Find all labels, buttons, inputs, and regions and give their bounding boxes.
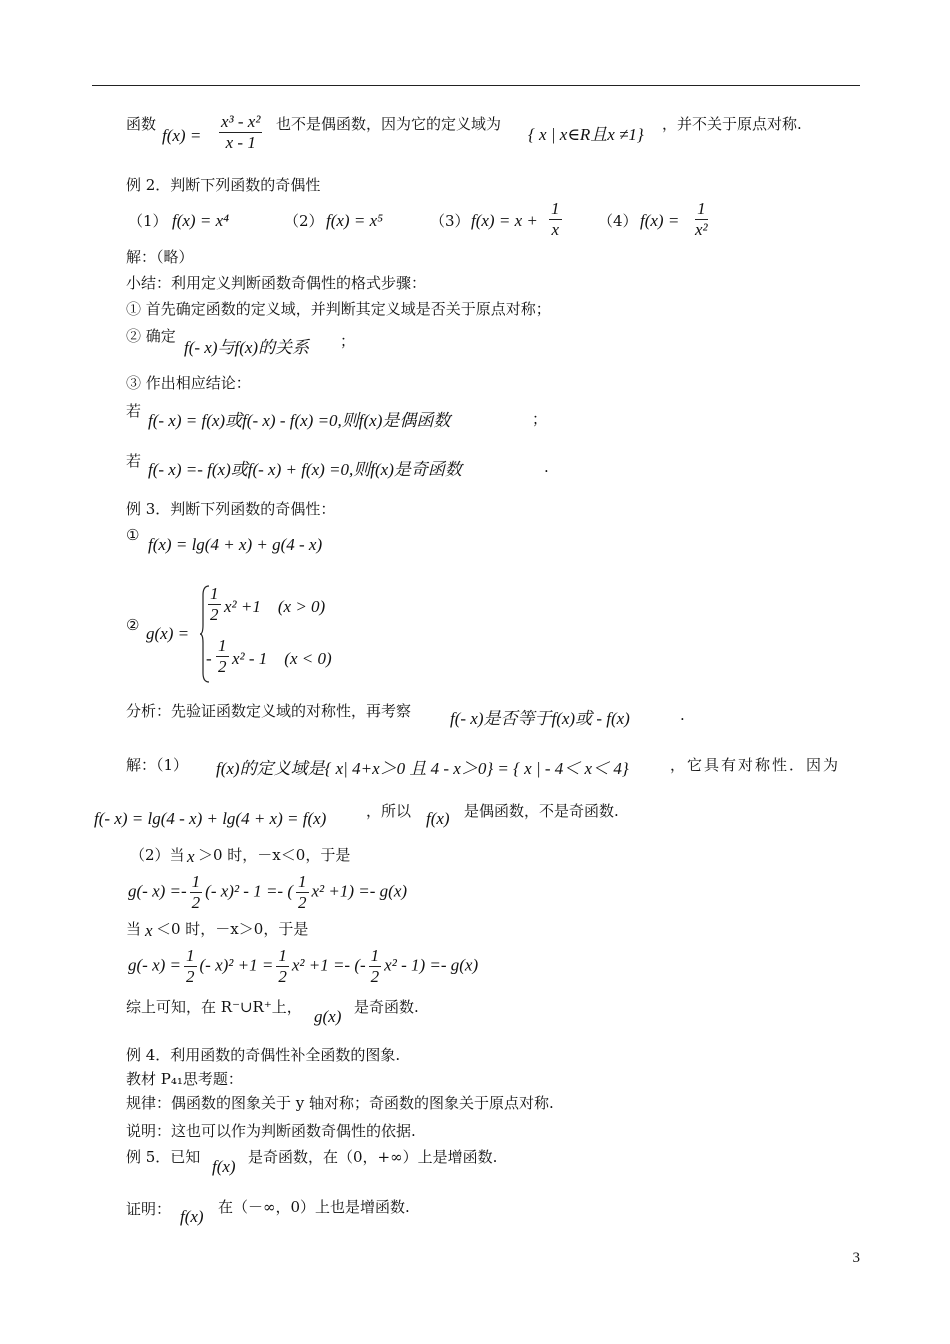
sol3-gneg2-den3: 2	[370, 967, 380, 986]
sol3-gneg2-num2: 1	[278, 946, 287, 965]
ex3-case2-den: 2	[218, 657, 227, 676]
summary-if1-tail: ；	[532, 410, 548, 428]
ex3-case2-rest: x² - 1 (x < 0)	[232, 649, 332, 668]
summary-title: 小结：利用定义判断函数奇偶性的格式步骤：	[126, 274, 427, 292]
ex2-item1-label: （1）	[128, 212, 168, 230]
sol3-gneg1-a: g(- x) =-	[128, 881, 187, 901]
sol3-eq-mid: ，所以	[366, 802, 412, 820]
ex3-case1-den: 2	[210, 605, 219, 624]
intro-set: { x | x∈R且x ≠1}	[528, 125, 644, 144]
sol3-gneg2-c: x² +1 =- (-	[291, 955, 366, 975]
sol3-eq-math: f(- x) = lg(4 - x) + lg(4 + x) = f(x)	[94, 809, 327, 828]
ex3-f1: f(x) = lg(4 + x) + g(4 - x)	[148, 535, 323, 554]
summary-if1-math: f(- x) = f(x)或f(- x) - f(x) =0,则f(x)是偶函数	[148, 411, 451, 430]
summary-step2-math: f(- x)与f(x)的关系	[184, 338, 310, 357]
ex2-title: 例 2．判断下列函数的奇偶性	[126, 176, 321, 194]
sol3-gneg2-a: g(- x) =	[128, 955, 182, 975]
sol3-gneg1-den2: 2	[298, 893, 307, 912]
summary-step2-tail: ；	[340, 332, 356, 350]
ex5-math: f(x)	[212, 1157, 236, 1176]
ex3-case2-marker: ②	[126, 616, 140, 634]
summary-if2-math: f(- x) =- f(x)或f(- x) + f(x) =0,则f(x)是奇函数	[148, 460, 462, 479]
summary-step3: ③ 作出相应结论：	[126, 374, 251, 392]
ex2-item4-den: x²	[695, 220, 708, 239]
intro-lead: 函数	[126, 115, 157, 133]
sol3-p2-lead: （2）当	[130, 846, 185, 864]
ex2-solution: 解：（略）	[126, 248, 194, 266]
intro-fraction	[216, 112, 265, 153]
sol3-p3-x: x	[145, 921, 153, 940]
sol3-gneg2-num: 1	[186, 946, 195, 965]
sol3-gneg1-c: x² +1) =- g(x)	[311, 881, 408, 901]
ex2-item3-num: 1	[551, 199, 560, 218]
intro-fx: f(x) =	[162, 126, 202, 145]
sol3-gneg2-num3: 1	[370, 946, 380, 965]
ex3-case2-num: 1	[218, 636, 227, 655]
sol3-domain-math: f(x)的定义域是{ x| 4+x＞0 且 4 - x＞0} = { x | - 4＜ x＜ 4}	[216, 759, 629, 778]
ex3-g-lead: g(x) =	[146, 624, 190, 643]
intro-frac-den: x - 1	[225, 133, 256, 152]
intro-mid: 也不是偶函数，因为它的定义域为	[276, 115, 502, 133]
sol3-gneg2-den2: 2	[278, 967, 287, 986]
sol3-p2-tail: ＞0 时，－x＜0，于是	[198, 846, 351, 864]
ex2-item4-label: （4）	[598, 212, 638, 230]
ex2-item4-num: 1	[695, 199, 708, 220]
ex2-item3-fraction	[546, 199, 565, 240]
ex5-proof-tail: 在（－∞，0）上也是增函数.	[218, 1198, 410, 1216]
ex4-rule: 规律：偶函数的图象关于 y 轴对称；奇函数的图象关于原点对称.	[126, 1094, 554, 1112]
ex3-case2-sign: -	[206, 649, 212, 668]
summary-if2-tail: .	[544, 458, 549, 476]
ex3-case1-marker: ①	[126, 526, 140, 544]
intro-tail: ，并不关于原点对称.	[662, 115, 802, 133]
ex2-item1: f(x) = x⁴	[172, 211, 230, 230]
sol3-conc-lead: 综上可知，在 R⁻∪R⁺上，	[126, 998, 302, 1016]
header-rule	[92, 85, 860, 86]
ex2-item4: f(x) =	[640, 211, 680, 230]
ex4-note: 说明：这也可以作为判断函数奇偶性的依据.	[126, 1122, 416, 1140]
sol3-lead: 解：（1）	[126, 756, 189, 774]
page-number: 3	[852, 1250, 860, 1266]
sol3-domain-tail: ，它具有对称性．因为	[670, 756, 841, 774]
summary-if1-lead: 若	[126, 402, 142, 420]
ex5-proof-lead: 证明：	[126, 1200, 172, 1218]
summary-if2-lead: 若	[126, 452, 142, 470]
sol3-p3-lead: 当	[126, 920, 142, 938]
sol3-gneg1-den: 2	[191, 893, 201, 912]
sol3-conc-math: g(x)	[314, 1007, 342, 1026]
ex4-textbook: 教材 P₄₁思考题：	[126, 1070, 243, 1088]
ex3-title: 例 3．判断下列函数的奇偶性：	[126, 500, 336, 518]
sol3-p3-tail: ＜0 时，－x＞0，于是	[156, 920, 309, 938]
ex3-case2-fraction	[216, 636, 232, 677]
sol3-gneg1-num: 1	[191, 872, 201, 891]
sol3-eq-tail: 是偶函数，不是奇函数.	[464, 802, 619, 820]
ex5-lead: 例 5．已知	[126, 1148, 201, 1166]
ex2-item3: f(x) = x +	[471, 211, 538, 230]
sol3-gneg2-d: x² - 1) =- g(x)	[384, 955, 479, 975]
ex2-item4-fraction	[692, 199, 711, 240]
ex5-tail: 是奇函数，在（0，+∞）上是增函数.	[248, 1148, 498, 1166]
sol3-gneg2-den: 2	[186, 967, 195, 986]
ex5-proof-math: f(x)	[180, 1207, 204, 1226]
sol3-conc-tail: 是奇函数.	[354, 998, 419, 1016]
ex2-item3-den: x	[551, 220, 560, 239]
intro-line	[126, 113, 156, 135]
sol3-eq-fx: f(x)	[426, 809, 450, 828]
sol3-gneg1-num2: 1	[298, 872, 307, 891]
summary-step1: ① 首先确定函数的定义域，并判断其定义域是否关于原点对称；	[126, 300, 551, 318]
sol3-gneg1-b: (- x)² - 1 =- (	[205, 881, 294, 901]
analysis-tail: .	[680, 706, 685, 724]
ex3-case1-num: 1	[210, 584, 219, 603]
intro-frac-num: x³ - x²	[221, 112, 261, 131]
analysis-lead: 分析：先验证函数定义域的对称性，再考察	[126, 702, 412, 720]
ex2-item2-label: （2）	[284, 212, 324, 230]
ex2-item2: f(x) = x⁵	[326, 211, 384, 230]
ex4-title: 例 4．利用函数的奇偶性补全函数的图象.	[126, 1046, 401, 1064]
ex2-item3-label: （3）	[430, 212, 470, 230]
sol3-p2-x: x	[187, 847, 195, 866]
summary-step2-lead: ② 确定	[126, 327, 176, 345]
sol3-g-neg-negative	[128, 946, 478, 987]
analysis-math: f(- x)是否等于f(x)或 - f(x)	[450, 709, 630, 728]
sol3-g-neg-positive	[128, 872, 407, 913]
ex3-case1-fraction	[208, 584, 224, 625]
sol3-gneg2-b: (- x)² +1 =	[199, 955, 274, 975]
ex3-case1-rest: x² +1 (x > 0)	[224, 597, 326, 616]
